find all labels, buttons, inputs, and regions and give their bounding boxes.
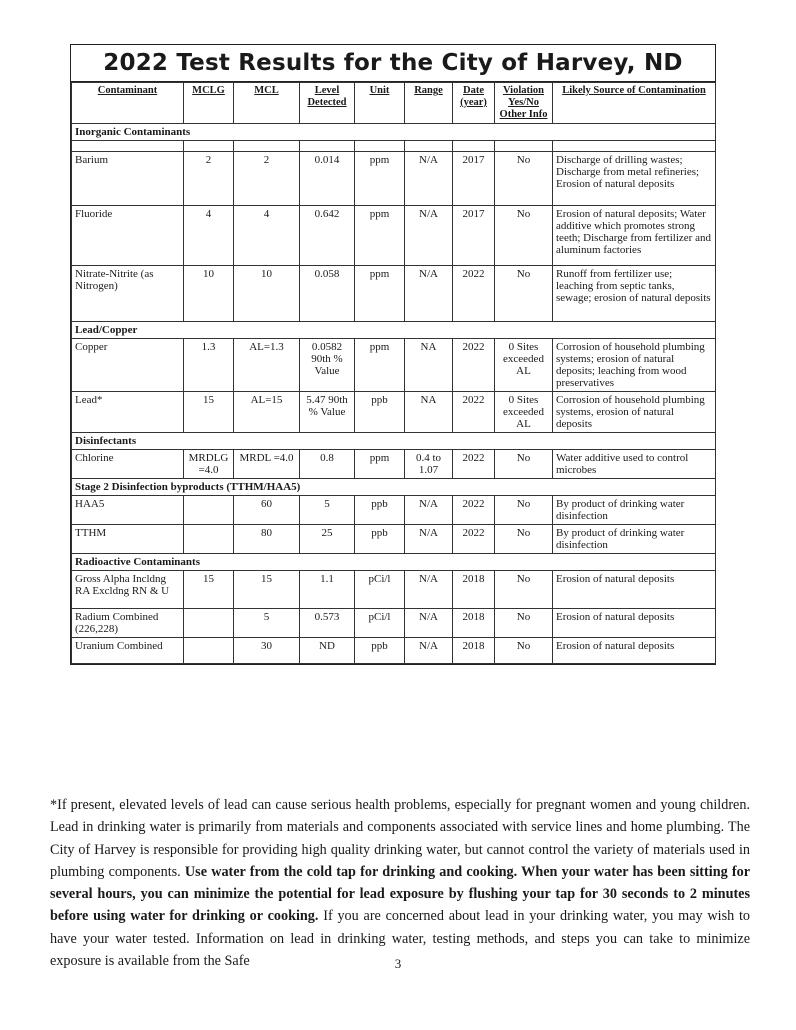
- violation-cell: No: [495, 206, 553, 266]
- mcl-cell: 80: [234, 525, 300, 554]
- level-cell: 0.8: [300, 450, 355, 479]
- mcl-cell: AL=15: [234, 392, 300, 433]
- mcl-cell: MRDL =4.0: [234, 450, 300, 479]
- date-cell: 2022: [453, 496, 495, 525]
- level-cell: 5: [300, 496, 355, 525]
- violation-cell: 0 Sites exceeded AL: [495, 339, 553, 392]
- source-cell: Corrosion of household plumbing systems; erosion of natural deposits; leaching from wood preservatives: [553, 339, 716, 392]
- unit-cell: ppb: [355, 496, 405, 525]
- header-unit: Unit: [355, 83, 405, 124]
- range-cell: N/A: [405, 496, 453, 525]
- header-row: [72, 83, 716, 124]
- unit-cell: ppb: [355, 525, 405, 554]
- table-row: [72, 339, 716, 392]
- title-row: [71, 45, 715, 82]
- mclg-cell: 15: [184, 392, 234, 433]
- section-header-row: [72, 479, 716, 496]
- range-cell: N/A: [405, 525, 453, 554]
- table-row: [72, 638, 716, 664]
- table-row: [72, 152, 716, 206]
- table-row: [72, 266, 716, 322]
- mcl-cell: 30: [234, 638, 300, 664]
- mcl-cell: 4: [234, 206, 300, 266]
- header-contaminant: Contaminant: [72, 83, 184, 124]
- mcl-cell: AL=1.3: [234, 339, 300, 392]
- mclg-cell: 1.3: [184, 339, 234, 392]
- section-header-row: [72, 322, 716, 339]
- level-cell: 0.014: [300, 152, 355, 206]
- source-cell: Water additive used to control microbes: [553, 450, 716, 479]
- date-cell: 2022: [453, 525, 495, 554]
- unit-cell: ppm: [355, 152, 405, 206]
- date-cell: 2022: [453, 450, 495, 479]
- date-cell: 2022: [453, 266, 495, 322]
- spacer-cell: [355, 141, 405, 152]
- contaminant-cell: Radium Combined (226,228): [72, 609, 184, 638]
- source-cell: By product of drinking water disinfection: [553, 496, 716, 525]
- unit-cell: ppm: [355, 206, 405, 266]
- unit-cell: ppm: [355, 266, 405, 322]
- report-title: 2022 Test Results for the City of Harvey, ND: [103, 50, 683, 76]
- range-cell: N/A: [405, 152, 453, 206]
- section-header-row: [72, 433, 716, 450]
- mclg-cell: 2: [184, 152, 234, 206]
- header-violation: Violation Yes/No Other Info: [495, 83, 553, 124]
- source-cell: By product of drinking water disinfection: [553, 525, 716, 554]
- violation-cell: 0 Sites exceeded AL: [495, 392, 553, 433]
- violation-cell: No: [495, 450, 553, 479]
- spacer-row: [72, 141, 716, 152]
- source-cell: Corrosion of household plumbing systems, erosion of natural deposits: [553, 392, 716, 433]
- contaminant-cell: Barium: [72, 152, 184, 206]
- section-header-row: [72, 124, 716, 141]
- contaminant-cell: Nitrate-Nitrite (as Nitrogen): [72, 266, 184, 322]
- mclg-cell: 10: [184, 266, 234, 322]
- range-cell: N/A: [405, 609, 453, 638]
- mclg-cell: [184, 638, 234, 664]
- spacer-cell: [495, 141, 553, 152]
- footnote-text: *If present, elevated levels of lead can cause serious health problems, especially for pregnant women and young children. Lead in drinking water is primarily from materials and components associated with service lines and home plumbing. The City of Harvey is responsible for providing high quality drinking water, but cannot control the variety of materials used in plumbing components.: [50, 797, 750, 880]
- results-table-container: [70, 44, 716, 665]
- violation-cell: No: [495, 266, 553, 322]
- contaminant-cell: Copper: [72, 339, 184, 392]
- range-cell: N/A: [405, 266, 453, 322]
- unit-cell: pCi/l: [355, 571, 405, 609]
- table-row: [72, 609, 716, 638]
- source-cell: Discharge of drilling wastes; Discharge from metal refineries; Erosion of natural deposits: [553, 152, 716, 206]
- spacer-cell: [72, 141, 184, 152]
- header-source: Likely Source of Contamination: [553, 83, 716, 124]
- contaminant-cell: Chlorine: [72, 450, 184, 479]
- section-title: Lead/Copper: [72, 322, 716, 339]
- lead-footnote: [50, 794, 750, 972]
- violation-cell: No: [495, 609, 553, 638]
- level-cell: 0.0582 90th % Value: [300, 339, 355, 392]
- level-cell: 25: [300, 525, 355, 554]
- date-cell: 2018: [453, 638, 495, 664]
- mcl-cell: 2: [234, 152, 300, 206]
- header-range: Range: [405, 83, 453, 124]
- unit-cell: pCi/l: [355, 609, 405, 638]
- spacer-cell: [553, 141, 716, 152]
- level-cell: ND: [300, 638, 355, 664]
- violation-cell: No: [495, 525, 553, 554]
- mcl-cell: 5: [234, 609, 300, 638]
- page-number: 3: [394, 956, 402, 971]
- unit-cell: ppb: [355, 392, 405, 433]
- mclg-cell: 15: [184, 571, 234, 609]
- section-header-row: [72, 554, 716, 571]
- mclg-cell: [184, 525, 234, 554]
- date-cell: 2017: [453, 152, 495, 206]
- source-cell: Erosion of natural deposits: [553, 638, 716, 664]
- violation-cell: No: [495, 638, 553, 664]
- mclg-cell: 4: [184, 206, 234, 266]
- range-cell: NA: [405, 392, 453, 433]
- level-cell: 0.058: [300, 266, 355, 322]
- results-table: [71, 82, 716, 664]
- table-row: [72, 450, 716, 479]
- contaminant-cell: Lead*: [72, 392, 184, 433]
- date-cell: 2018: [453, 571, 495, 609]
- level-cell: 0.642: [300, 206, 355, 266]
- date-cell: 2022: [453, 392, 495, 433]
- level-cell: 0.573: [300, 609, 355, 638]
- range-cell: N/A: [405, 638, 453, 664]
- source-cell: Erosion of natural deposits: [553, 609, 716, 638]
- violation-cell: No: [495, 496, 553, 525]
- section-title: Stage 2 Disinfection byproducts (TTHM/HAA5): [72, 479, 716, 496]
- contaminant-cell: TTHM: [72, 525, 184, 554]
- contaminant-cell: Fluoride: [72, 206, 184, 266]
- footnote-bold-text: Use water from the cold tap for drinking and cooking. When your water has been sitting for several hours, you can minimize the potential for lead exposure by flushing your tap for 30 seconds to 2 minutes before using water for drinking or cooking.: [50, 863, 750, 925]
- level-cell: 1.1: [300, 571, 355, 609]
- header-date: Date (year): [453, 83, 495, 124]
- date-cell: 2017: [453, 206, 495, 266]
- spacer-cell: [234, 141, 300, 152]
- table-row: [72, 496, 716, 525]
- unit-cell: ppm: [355, 450, 405, 479]
- spacer-cell: [453, 141, 495, 152]
- table-row: [72, 571, 716, 609]
- header-mclg: MCLG: [184, 83, 234, 124]
- section-title: Radioactive Contaminants: [72, 554, 716, 571]
- source-cell: Erosion of natural deposits; Water additive which promotes strong teeth; Discharge from fertilizer and aluminum factories: [553, 206, 716, 266]
- spacer-cell: [184, 141, 234, 152]
- mcl-cell: 10: [234, 266, 300, 322]
- footnote-text-continued: If you are concerned about lead in your drinking water, you may wish to have your water tested. Information on lead in drinking water, testing methods, and steps you can take to minimize exposure is available from the Safe: [50, 908, 751, 970]
- unit-cell: ppm: [355, 339, 405, 392]
- source-cell: Erosion of natural deposits: [553, 571, 716, 609]
- mcl-cell: 15: [234, 571, 300, 609]
- contaminant-cell: Uranium Combined: [72, 638, 184, 664]
- contaminant-cell: Gross Alpha Incldng RA Excldng RN & U: [72, 571, 184, 609]
- date-cell: 2022: [453, 339, 495, 392]
- mclg-cell: MRDLG =4.0: [184, 450, 234, 479]
- violation-cell: No: [495, 152, 553, 206]
- date-cell: 2018: [453, 609, 495, 638]
- unit-cell: ppb: [355, 638, 405, 664]
- source-cell: Runoff from fertilizer use; leaching from septic tanks, sewage; erosion of natural deposits: [553, 266, 716, 322]
- section-title: Inorganic Contaminants: [72, 124, 716, 141]
- header-mcl: MCL: [234, 83, 300, 124]
- range-cell: 0.4 to 1.07: [405, 450, 453, 479]
- table-row: [72, 392, 716, 433]
- header-level: Level Detected: [300, 83, 355, 124]
- violation-cell: No: [495, 571, 553, 609]
- mclg-cell: [184, 609, 234, 638]
- range-cell: N/A: [405, 206, 453, 266]
- spacer-cell: [405, 141, 453, 152]
- mclg-cell: [184, 496, 234, 525]
- contaminant-cell: HAA5: [72, 496, 184, 525]
- level-cell: 5.47 90th % Value: [300, 392, 355, 433]
- table-row: [72, 206, 716, 266]
- section-title: Disinfectants: [72, 433, 716, 450]
- range-cell: N/A: [405, 571, 453, 609]
- spacer-cell: [300, 141, 355, 152]
- table-row: [72, 525, 716, 554]
- mcl-cell: 60: [234, 496, 300, 525]
- table-body: [72, 124, 716, 664]
- range-cell: NA: [405, 339, 453, 392]
